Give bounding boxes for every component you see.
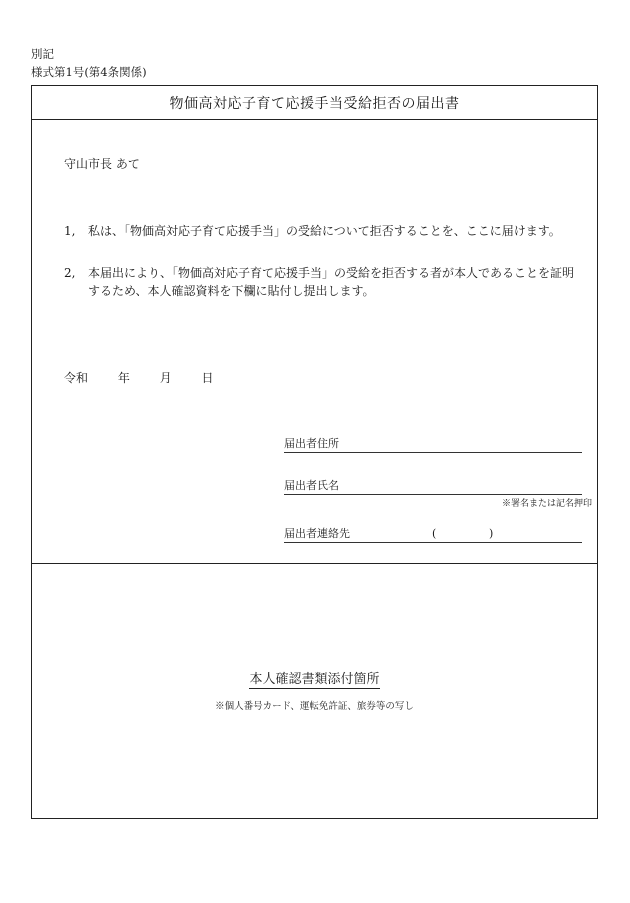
attachment-area-note: ※個人番号カード、運転免許証、旅券等の写し bbox=[215, 701, 414, 712]
item-text: 本届出により、「物価高対応子育て応援手当」の受給を拒否する者が本人であることを証明するため、本人確認資料を下欄に貼付し提出します。 bbox=[88, 266, 575, 298]
date-year: 年 bbox=[117, 371, 130, 385]
date-day: 日 bbox=[201, 371, 214, 385]
attachment-label: 別記 bbox=[31, 47, 54, 61]
section-divider bbox=[32, 563, 597, 564]
statement-item-2 bbox=[64, 264, 584, 300]
address-field[interactable] bbox=[284, 436, 582, 453]
name-label: 届出者氏名 bbox=[284, 479, 339, 492]
signature-note: ※署名または記名押印 bbox=[501, 499, 592, 509]
attachment-area-title: 本人確認書類添付箇所 bbox=[249, 672, 380, 687]
contact-label: 届出者連絡先 bbox=[284, 527, 350, 540]
form-title: 物価高対応子育て応援手当受給拒否の届出書 bbox=[32, 86, 597, 120]
date-era: 令和 bbox=[64, 371, 89, 385]
date-month: 月 bbox=[159, 371, 172, 385]
item-number: 1, bbox=[64, 224, 76, 238]
notification-form bbox=[31, 85, 598, 819]
paren-open: ( bbox=[432, 527, 437, 540]
address-label: 届出者住所 bbox=[284, 437, 339, 450]
item-number: 2, bbox=[64, 266, 76, 280]
item-text: 私は、「物価高対応子育て応援手当」の受給について拒否することを、ここに届けます。 bbox=[88, 224, 561, 238]
statement-item-1 bbox=[64, 222, 584, 240]
form-number: 様式第1号(第4条関係) bbox=[31, 65, 147, 79]
addressee: 守山市長 あて bbox=[64, 157, 140, 171]
date-line bbox=[64, 370, 214, 386]
paren-close: ) bbox=[489, 527, 494, 540]
name-field[interactable] bbox=[284, 478, 582, 495]
contact-field[interactable] bbox=[284, 526, 582, 543]
